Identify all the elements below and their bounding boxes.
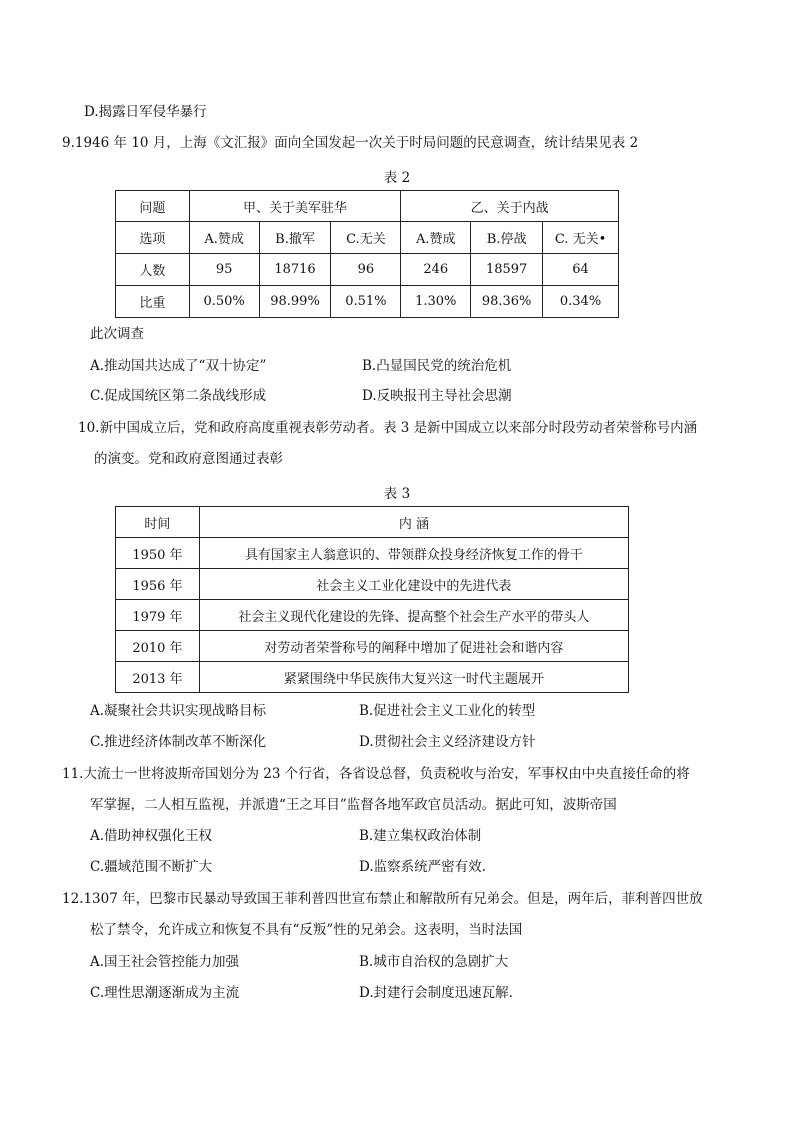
table2-row [116, 254, 619, 286]
q12-option-d: D.封建行会制度迅速瓦解. [359, 985, 513, 1001]
table3-cell: 1979 年 [116, 600, 200, 631]
q12-option-b: B.城市自治权的急剧扩大 [359, 954, 509, 970]
table3-cell: 社会主义现代化建设的先锋、提高整个社会生产水平的带头人 [199, 600, 628, 631]
table3-row [116, 600, 629, 631]
q10-stem-line1: 10.新中国成立后，党和政府高度重视表彰劳动者。表 3 是新中国成立以来部分时段劳动者荣誉称号内涵 [78, 420, 698, 436]
table2-cell: C.无关 [331, 222, 401, 254]
table3-cell: 对劳动者荣誉称号的阐释中增加了促进社会和谐内容 [199, 631, 628, 662]
table3 [115, 506, 629, 693]
table2-cell: 1.30% [401, 286, 471, 318]
table2-cell: 0.50% [189, 286, 259, 318]
table3-cell: 1956 年 [116, 569, 200, 600]
table2-cell: B.撤军 [259, 222, 331, 254]
q10-option-d: D.贯彻社会主义经济建设方针 [359, 734, 536, 750]
table2-cell: 人数 [116, 254, 190, 286]
q10-stem-line2: 的演变。党和政府意图通过表彰 [94, 451, 283, 467]
table2-row [116, 222, 619, 254]
table3-header-cell: 内 涵 [199, 507, 628, 538]
table3-row [116, 662, 629, 693]
table2 [115, 190, 619, 318]
q9-option-a: A.推动国共达成了“双十协定” [90, 358, 267, 374]
table2-cell: B.停战 [471, 222, 543, 254]
table2-cell: 95 [189, 254, 259, 286]
q9-tail: 此次调查 [90, 326, 144, 342]
table3-row [116, 631, 629, 662]
table2-cell: 比重 [116, 286, 190, 318]
q11-stem-line1: 11.大流士一世将波斯帝国划分为 23 个行省，各省设总督，负责税收与治安，军事权由中央直接任命的将 [62, 766, 690, 782]
q11-option-c: C.疆域范围不断扩大 [90, 859, 213, 875]
table3-cell: 1950 年 [116, 538, 200, 569]
table3-header-row [116, 507, 629, 538]
q12-option-c: C.理性思潮逐渐成为主流 [90, 985, 240, 1001]
table2-cell: 98.36% [471, 286, 543, 318]
table2-cell: 选项 [116, 222, 190, 254]
q10-option-a: A.凝聚社会共识实现战略目标 [90, 703, 267, 719]
q9-stem: 9.1946 年 10 月，上海《文汇报》面向全国发起一次关于时局问题的民意调查，统计结果见表 2 [62, 135, 639, 151]
q11-stem-line2: 军掌握，二人相互监视，并派遣“王之耳目”监督各地军政官员活动。据此可知，波斯帝国 [90, 797, 617, 813]
table2-cell: C. 无关• [543, 222, 619, 254]
q9-option-b: B.凸显国民党的统治危机 [362, 358, 512, 374]
table3-cell: 2013 年 [116, 662, 200, 693]
table2-header-row [116, 191, 619, 222]
q9-option-d: D.反映报刊主导社会思潮 [362, 388, 512, 404]
q9-option-c: C.促成国统区第二条战线形成 [90, 388, 267, 404]
table3-caption: 表 3 [383, 486, 411, 502]
table2-cell: 246 [401, 254, 471, 286]
q11-option-d: D.监察系统严密有效. [359, 859, 486, 875]
table3-cell: 社会主义工业化建设中的先进代表 [199, 569, 628, 600]
table2-row [116, 286, 619, 318]
table2-cell: 18597 [471, 254, 543, 286]
q11-option-a: A.借助神权强化王权 [90, 828, 213, 844]
table2-header-cell: 问题 [116, 191, 190, 222]
table2-cell: A.赞成 [401, 222, 471, 254]
table2-cell: 0.51% [331, 286, 401, 318]
table3-row [116, 538, 629, 569]
table3-cell: 具有国家主人翁意识的、带领群众投身经济恢复工作的骨干 [199, 538, 628, 569]
q12-option-a: A.国王社会管控能力加强 [90, 954, 240, 970]
table2-cell: 64 [543, 254, 619, 286]
q10-option-c: C.推进经济体制改革不断深化 [90, 734, 267, 750]
q12-stem-line2: 松了禁令，允许成立和恢复不具有“反叛”性的兄弟会。这表明，当时法国 [90, 922, 523, 938]
table3-row [116, 569, 629, 600]
q10-option-b: B.促进社会主义工业化的转型 [359, 703, 536, 719]
table2-cell: 0.34% [543, 286, 619, 318]
table3-header-cell: 时间 [116, 507, 200, 538]
q8-option-d: D.揭露日军侵华暴行 [84, 104, 207, 120]
table2-cell: 18716 [259, 254, 331, 286]
table2-cell: 98.99% [259, 286, 331, 318]
table2-header-cell: 乙、关于内战 [401, 191, 619, 222]
table2-cell: A.赞成 [189, 222, 259, 254]
table3-cell: 2010 年 [116, 631, 200, 662]
q12-stem-line1: 12.1307 年，巴黎市民暴动导致国王菲利普四世宣布禁止和解散所有兄弟会。但是，两年后，菲利普四世放 [62, 891, 703, 907]
table2-header-cell: 甲、关于美军驻华 [189, 191, 401, 222]
q11-option-b: B.建立集权政治体制 [359, 828, 482, 844]
table2-cell: 96 [331, 254, 401, 286]
table3-cell: 紧紧围绕中华民族伟大复兴这一时代主题展开 [199, 662, 628, 693]
table2-caption: 表 2 [383, 170, 411, 186]
